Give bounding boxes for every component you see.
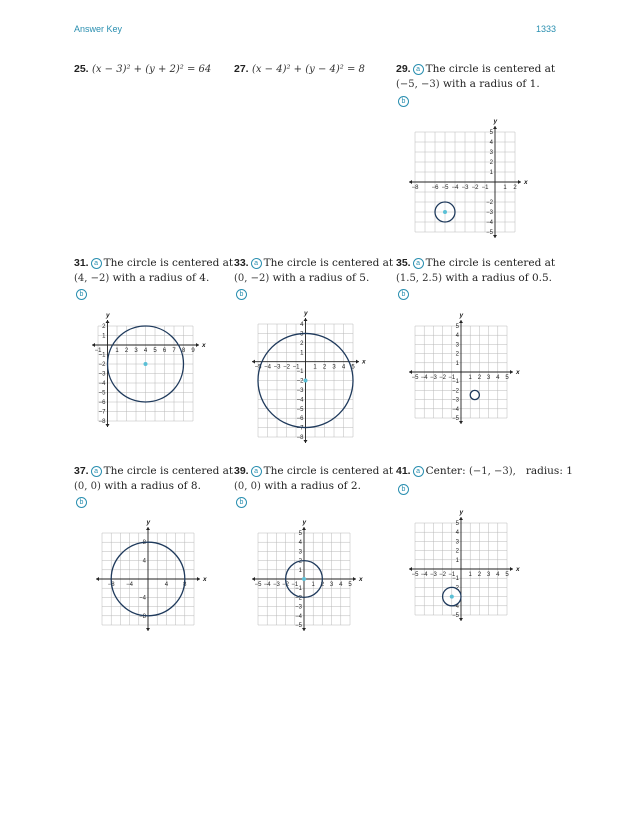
x-tick-label: −1 [292, 364, 300, 371]
x-axis-label: x [516, 566, 520, 573]
x-axis-label: x [359, 576, 363, 583]
x-tick-label: −4 [451, 185, 459, 191]
equation: (x − 4)² + (y − 4)² = 8 [251, 64, 365, 75]
y-tick-label: −4 [295, 613, 302, 620]
x-tick-label: 5 [348, 582, 352, 588]
y-tick-label: 3 [455, 342, 459, 349]
radius-text: with a radius of [264, 480, 348, 492]
radius-value: 8. [190, 480, 201, 492]
x-tick-label: 3 [486, 572, 491, 578]
x-arrow-right [353, 577, 356, 581]
center-value: (1.5, 2.5) [396, 273, 442, 284]
x-tick-label: −4 [263, 582, 271, 588]
x-tick-label: 3 [332, 364, 336, 371]
x-axis-label: x [203, 576, 207, 583]
radius-text: with a radius of [112, 272, 196, 284]
x-tick-label: −4 [126, 582, 134, 588]
part-a-marker: a [413, 466, 424, 477]
x-tick-label: −1 [481, 185, 489, 191]
x-arrow-left [409, 567, 412, 571]
x-arrow-left [252, 577, 255, 581]
y-tick-label: −2 [486, 200, 493, 206]
y-arrow-down [493, 235, 497, 238]
x-tick-label: −4 [264, 364, 271, 371]
center-point [144, 362, 148, 366]
part-b-marker: b [398, 484, 409, 495]
page-number: 1333 [535, 24, 556, 34]
y-tick-label: −2 [98, 362, 106, 368]
y-tick-label: 4 [300, 322, 304, 328]
problem-41 [396, 464, 573, 479]
y-tick-label: 1 [300, 350, 304, 357]
y-tick-label: −5 [295, 623, 302, 629]
x-tick-label: −3 [429, 572, 437, 578]
y-tick-label: −1 [296, 369, 304, 376]
radius-value: 2. [350, 480, 361, 492]
problem-31 [74, 256, 234, 286]
centered-text: The circle is centered at [103, 465, 234, 477]
x-axis-label: x [362, 358, 366, 366]
x-tick-label: 4 [341, 364, 346, 371]
x-axis-label: x [516, 369, 520, 376]
y-arrow-down [106, 424, 110, 427]
x-tick-label: 1 [313, 364, 317, 371]
y-tick-label: 2 [300, 340, 304, 347]
x-arrow-left [92, 343, 95, 347]
y-tick-label: 2 [489, 160, 493, 166]
y-tick-label: −5 [452, 416, 459, 422]
center-point [304, 379, 308, 383]
y-tick-label: −1 [452, 576, 459, 583]
problem-number: 33. [234, 257, 249, 269]
y-tick-label: 3 [298, 549, 302, 556]
part-a-marker: a [251, 258, 262, 269]
x-tick-label: 9 [191, 348, 195, 354]
problem-number: 37. [74, 465, 89, 477]
problem-33 [234, 256, 394, 286]
y-tick-label: −4 [98, 381, 106, 387]
y-axis-label: y [106, 312, 110, 319]
y-tick-label: 4 [142, 558, 146, 565]
y-tick-label: 2 [102, 324, 106, 330]
y-tick-label: −5 [296, 406, 304, 413]
x-tick-label: −1 [94, 348, 102, 354]
y-arrow-down [302, 628, 306, 631]
radius-value: 1. [529, 78, 540, 90]
problem-number: 31. [74, 257, 89, 269]
x-tick-label: 2 [513, 185, 517, 191]
graph-37 [92, 519, 207, 635]
y-tick-label: −4 [486, 220, 493, 226]
circle-plot [470, 390, 479, 399]
y-tick-label: −8 [296, 435, 304, 441]
radius-value: 0.5. [531, 272, 553, 284]
problem-39 [234, 464, 394, 494]
x-arrow-right [356, 360, 359, 364]
x-arrow-left [96, 577, 99, 581]
y-tick-label: −5 [98, 390, 106, 397]
x-tick-label: 4 [339, 582, 343, 588]
center-point [302, 577, 306, 581]
x-tick-label: 4 [496, 572, 500, 578]
x-axis-label: x [524, 179, 528, 186]
x-tick-label: 8 [183, 582, 187, 588]
x-tick-label: −2 [471, 185, 479, 191]
part-a-marker: a [413, 64, 424, 75]
y-tick-label: −8 [139, 613, 146, 620]
center-value: (0, 0) [74, 481, 101, 492]
y-tick-label: −3 [295, 604, 302, 611]
graph-39 [248, 519, 363, 635]
problem-number: 39. [234, 465, 249, 477]
problem-37 [74, 464, 234, 494]
y-tick-label: −4 [139, 595, 146, 602]
y-tick-label: −3 [486, 210, 493, 216]
x-tick-label: −2 [439, 375, 447, 381]
center-label: Center: [425, 465, 466, 477]
y-tick-label: 8 [142, 540, 146, 547]
x-tick-label: 3 [134, 348, 138, 354]
x-tick-label: −8 [107, 582, 115, 588]
x-arrow-right [510, 370, 513, 374]
y-axis-label: y [493, 118, 498, 125]
problem-number: 25. [74, 63, 89, 75]
x-tick-label: 1 [115, 348, 119, 354]
y-tick-label: −6 [98, 400, 106, 406]
y-tick-label: 2 [298, 558, 302, 565]
y-tick-label: −2 [452, 585, 459, 592]
x-tick-label: −1 [291, 582, 299, 588]
part-a-marker: a [251, 466, 262, 477]
problem-number: 41. [396, 465, 411, 477]
problem-number: 29. [396, 63, 411, 75]
x-tick-label: 3 [329, 582, 334, 588]
y-tick-label: 2 [455, 351, 459, 358]
x-arrow-right [197, 577, 200, 581]
center-value: (0, 0) [234, 481, 261, 492]
radius-label: radius: [525, 465, 563, 477]
problem-35 [396, 256, 556, 286]
y-arrow-down [459, 618, 463, 621]
x-tick-label: 2 [477, 375, 482, 381]
y-arrow-up [304, 318, 308, 321]
center-point [450, 595, 454, 599]
x-tick-label: 2 [124, 348, 129, 354]
y-arrow-up [493, 126, 497, 129]
part-b-marker: b [398, 96, 409, 107]
y-tick-label: 1 [455, 360, 459, 367]
y-tick-label: −2 [296, 378, 304, 385]
x-tick-label: 4 [496, 375, 500, 381]
graph-35 [405, 312, 520, 428]
center-value: (−1, −3), [468, 466, 516, 477]
equation: (x − 3)² + (y + 2)² = 64 [91, 64, 212, 75]
x-tick-label: 5 [153, 348, 157, 354]
x-tick-label: 6 [162, 348, 167, 354]
x-arrow-right [510, 567, 513, 571]
center-value: (−5, −3) [396, 79, 440, 90]
center-value: (4, −2) [74, 273, 110, 284]
y-tick-label: 4 [489, 140, 493, 146]
x-tick-label: −4 [420, 572, 428, 578]
x-tick-label: 2 [477, 572, 482, 578]
graph-41 [405, 509, 520, 625]
radius-value: 5. [359, 272, 370, 284]
graph-29 [405, 118, 528, 242]
problem-29 [396, 62, 556, 92]
y-arrow-up [146, 527, 150, 530]
y-tick-label: 1 [489, 170, 493, 176]
x-tick-label: −6 [431, 185, 439, 191]
y-arrow-down [146, 628, 150, 631]
part-b-marker: b [236, 289, 247, 300]
x-tick-label: −3 [461, 185, 469, 191]
y-axis-label: y [146, 519, 151, 526]
y-tick-label: 5 [455, 521, 459, 527]
y-tick-label: −1 [295, 586, 302, 593]
x-axis-label: x [202, 342, 206, 349]
graph-31 [88, 312, 206, 431]
part-a-marker: a [91, 258, 102, 269]
x-tick-label: −2 [439, 572, 447, 578]
x-arrow-right [518, 180, 521, 184]
x-tick-label: 5 [505, 375, 509, 381]
y-arrow-up [302, 527, 306, 530]
x-tick-label: −2 [283, 364, 290, 371]
y-tick-label: 4 [455, 530, 459, 537]
y-tick-label: −8 [98, 419, 106, 425]
y-tick-label: −4 [452, 603, 459, 610]
radius-text: with a radius of [443, 78, 527, 90]
x-tick-label: −5 [411, 375, 419, 381]
x-tick-label: 3 [486, 375, 491, 381]
y-tick-label: −2 [452, 388, 459, 395]
x-tick-label: 5 [505, 572, 509, 578]
centered-text: The circle is centered at [103, 257, 234, 269]
y-tick-label: 5 [489, 130, 493, 136]
x-tick-label: −2 [282, 582, 290, 588]
y-tick-label: 1 [102, 333, 106, 340]
y-tick-label: 3 [300, 331, 304, 338]
y-tick-label: 2 [455, 548, 459, 555]
y-arrow-up [106, 320, 110, 323]
x-tick-label: 2 [320, 582, 325, 588]
x-tick-label: −3 [272, 582, 280, 588]
problem-number: 35. [396, 257, 411, 269]
x-arrow-left [409, 370, 412, 374]
graph-33 [248, 310, 366, 447]
header-title: Answer Key [74, 24, 123, 34]
problem-25 [74, 62, 234, 77]
part-a-marker: a [413, 258, 424, 269]
y-tick-label: 3 [489, 150, 493, 156]
radius-text: with a radius of [104, 480, 188, 492]
y-tick-label: −5 [486, 230, 493, 236]
part-a-marker: a [91, 466, 102, 477]
part-b-marker: b [76, 497, 87, 508]
y-tick-label: −1 [98, 352, 106, 359]
x-tick-label: −5 [411, 572, 419, 578]
y-tick-label: −6 [296, 416, 304, 423]
y-tick-label: 1 [298, 567, 302, 574]
x-tick-label: −4 [420, 375, 428, 381]
center-point [443, 210, 447, 214]
y-tick-label: −1 [452, 379, 459, 386]
radius-value: 4. [199, 272, 210, 284]
centered-text: The circle is centered at [425, 63, 556, 75]
y-axis-label: y [459, 312, 464, 319]
y-arrow-up [459, 320, 463, 323]
y-tick-label: 5 [298, 531, 302, 537]
y-arrow-down [304, 440, 308, 443]
y-tick-label: −4 [296, 397, 304, 404]
x-tick-label: −5 [254, 582, 262, 588]
radius-text: with a radius of [272, 272, 356, 284]
x-tick-label: 1 [468, 572, 472, 578]
x-tick-label: 4 [164, 582, 169, 588]
y-tick-label: −3 [452, 397, 459, 404]
x-tick-label: −3 [429, 375, 437, 381]
part-b-marker: b [76, 289, 87, 300]
y-tick-label: −3 [98, 371, 106, 378]
x-tick-label: −1 [448, 572, 456, 578]
x-tick-label: −5 [254, 364, 262, 371]
y-axis-label: y [459, 509, 464, 516]
x-arrow-left [409, 180, 412, 184]
x-tick-label: 4 [143, 348, 148, 354]
x-tick-label: −1 [448, 375, 456, 381]
x-tick-label: 1 [311, 582, 315, 588]
y-tick-label: −7 [296, 425, 304, 432]
centered-text: The circle is centered at [263, 257, 394, 269]
y-axis-label: y [302, 519, 307, 526]
x-arrow-left [252, 360, 255, 364]
y-tick-label: −3 [296, 387, 304, 394]
y-tick-label: −2 [295, 595, 302, 602]
y-tick-label: −5 [452, 613, 459, 619]
x-tick-label: 2 [322, 364, 327, 371]
x-tick-label: 5 [351, 364, 355, 371]
center-value: (0, −2) [234, 273, 270, 284]
y-tick-label: 5 [455, 324, 459, 330]
problem-number: 27. [234, 63, 249, 75]
y-arrow-up [459, 517, 463, 520]
x-tick-label: −5 [441, 185, 449, 191]
y-tick-label: 4 [298, 540, 302, 547]
x-tick-label: 7 [172, 348, 176, 354]
x-tick-label: −8 [411, 185, 419, 191]
part-b-marker: b [398, 289, 409, 300]
x-tick-label: 1 [468, 375, 472, 381]
x-tick-label: −3 [273, 364, 281, 371]
y-tick-label: 1 [455, 557, 459, 564]
y-axis-label: y [304, 310, 308, 317]
radius-value: 1 [566, 465, 573, 477]
x-tick-label: 8 [181, 348, 186, 354]
y-tick-label: 4 [455, 333, 459, 340]
x-tick-label: 1 [503, 185, 507, 191]
y-tick-label: −7 [98, 409, 106, 416]
centered-text: The circle is centered at [425, 257, 556, 269]
part-b-marker: b [236, 497, 247, 508]
x-arrow-right [196, 343, 199, 347]
y-arrow-down [459, 421, 463, 424]
y-tick-label: −4 [452, 406, 459, 413]
radius-text: with a radius of [445, 272, 529, 284]
centered-text: The circle is centered at [263, 465, 394, 477]
problem-27 [234, 62, 394, 77]
y-tick-label: 3 [455, 539, 459, 546]
